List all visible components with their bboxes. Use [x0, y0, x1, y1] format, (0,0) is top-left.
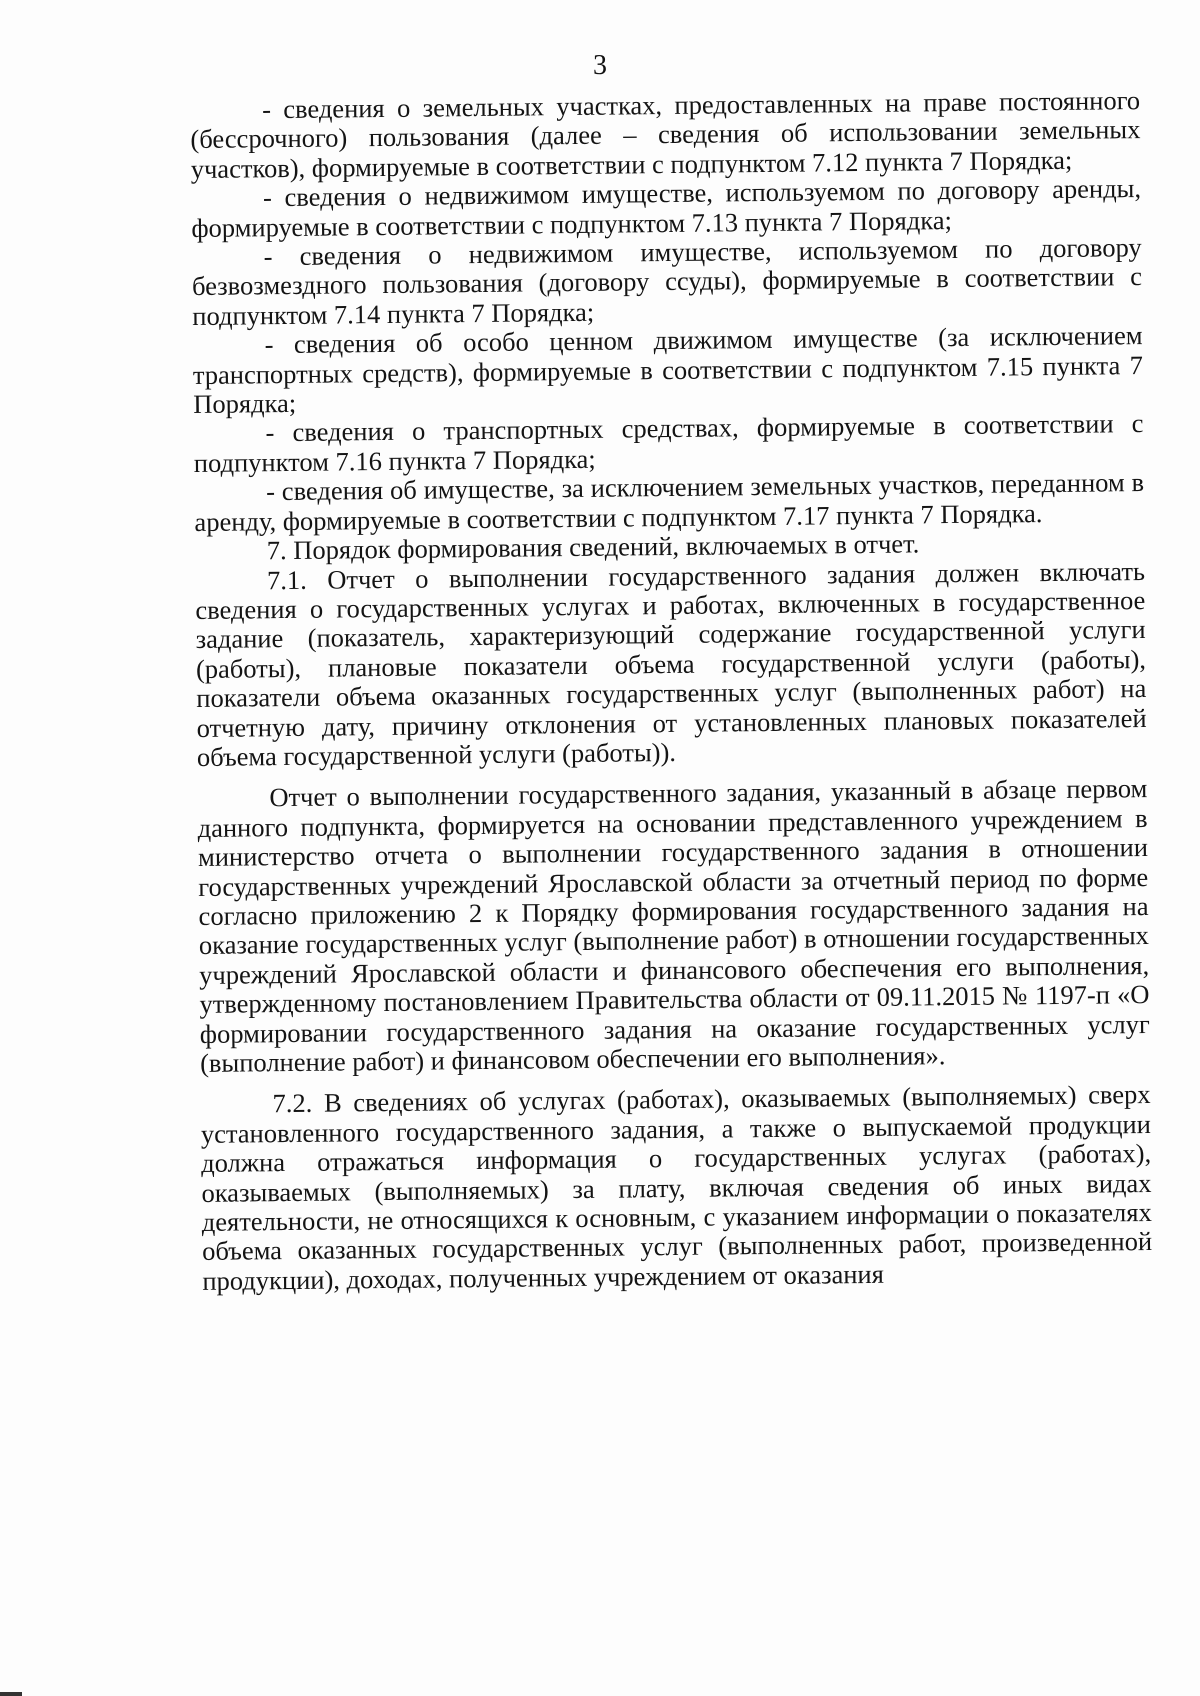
- paragraph-vehicles: - сведения о транспортных средствах, формируемые в соответствии с подпунктом 7.16 пункта 7 Порядка;: [193, 408, 1144, 478]
- paragraph-land-plots: - сведения о земельных участках, предоставленных на праве постоянного (бессрочного) пользования (далее – сведения об использовании земельных участков), формируемые в соответствии с подпунктом 7.12 пункта 7 Порядка;: [190, 85, 1141, 184]
- paragraph-7-1-report: Отчет о выполнении государственного задания, указанный в абзаце первом данного подпункта, формируется на основании представленного учреждением в министерство отчета о выполнении государственного задания в отношении государственных учреждений Ярославской области за отчетный период по форме согласно приложению 2 к Порядку формирования государственного задания на оказание государственных услуг (выполнение работ) в отношении государственных учреждений Ярославской области и финансового обеспечения его выполнения, утвержденному постановлением Правительства области от 09.11.2015 № 1197-п «О формировании государственного задания на оказание государственных услуг (выполнение работ) и финансовом обеспечении его выполнения».: [197, 773, 1150, 1078]
- section-heading-7: 7. Порядок формирования сведений, включаемых в отчет.: [266, 528, 920, 566]
- paragraph-7-2: 7.2. В сведениях об услугах (работах), оказываемых (выполняемых) сверх установленного государственного задания, а также о выпускаемой продукции должна отражаться информация о государственных услугах (работах), оказываемых (выполняемых) за плату, включая сведения об иных видах деятельности, не относящихся к основным, с указанием информации о показателях объема оказанных государственных услуг (выполненных работ, произведенной продукции), доходах, полученных учреждением от оказания: [200, 1079, 1153, 1296]
- paragraph-valuable-movable-property: - сведения об особо ценном движимом имуществе (за исключением транспортных средств), формируемые в соответствии с подпунктом 7.15 пункта 7 Порядка;: [192, 320, 1144, 420]
- paragraph-free-use-property: - сведения о недвижимом имуществе, используемом по договору безвозмездного пользования (договору ссуды), формируемые в соответствии с подпунктом 7.14 пункта 7 Порядка;: [191, 232, 1143, 331]
- paragraph-7-1: 7.1. Отчет о выполнении государственного задания должен включать сведения о государственных услугах и работах, включенных в государственное задание (показатель, характеризующий содержание государственной услуги (работы), плановые показатели объема государственной услуги (работы), показатели объема оказанных государственных услуг (выполненных работ) на отчетную дату, причину отклонения от установленных плановых показателей объема государственной услуги (работы)).: [195, 555, 1147, 772]
- scan-edge-mark: [0, 1692, 22, 1696]
- page-number: 3: [593, 50, 607, 81]
- document-body: [190, 86, 1153, 1296]
- paragraph-property-leased-out: - сведения об имуществе, за исключением земельных участков, переданном в аренду, формируемые в соответствии с подпунктом 7.17 пункта 7 Порядка.: [194, 467, 1145, 537]
- paragraph-leased-property: - сведения о недвижимом имуществе, используемом по договору аренды, формируемые в соответствии с подпунктом 7.13 пункта 7 Порядка;: [191, 173, 1142, 243]
